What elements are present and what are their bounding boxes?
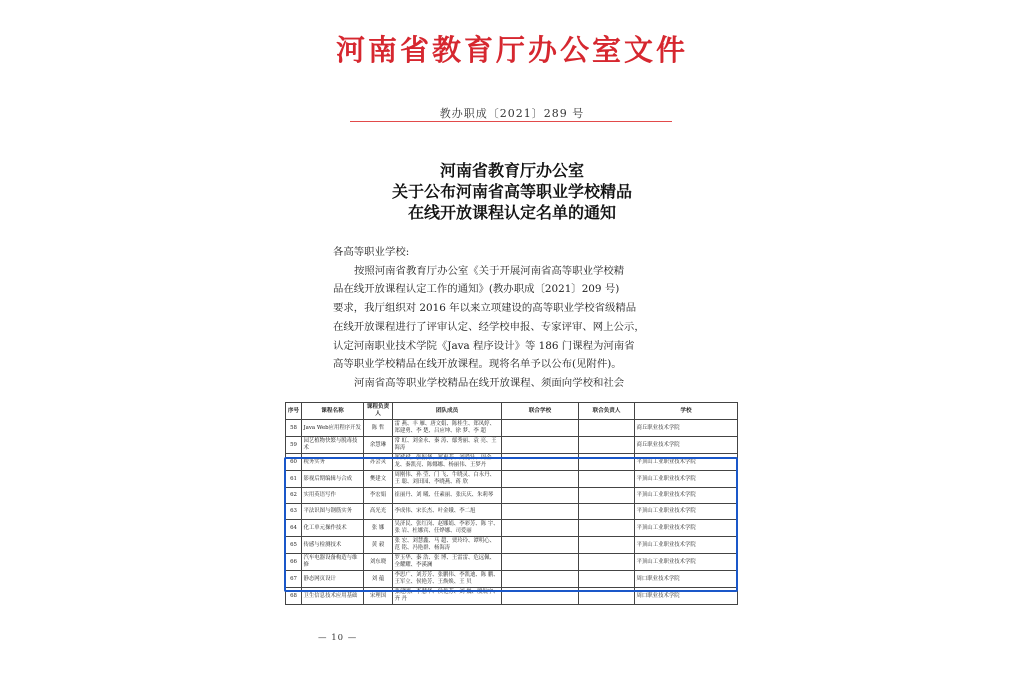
notice-title bbox=[0, 160, 1024, 223]
table-row bbox=[286, 420, 738, 437]
table-row bbox=[286, 437, 738, 454]
paragraph-line: 认定河南职业技术学院《Java 程序设计》等 186 门课程为河南省 bbox=[333, 339, 635, 352]
cell-partner-school bbox=[502, 520, 579, 537]
cell-partner-school bbox=[502, 437, 579, 454]
table-row bbox=[286, 571, 738, 588]
paragraph-line: 按照河南省教育厅办公室《关于开展河南省高等职业学校精 bbox=[354, 264, 625, 277]
cell-team: 崔丽丹、刘 曦、任素丽、张庆庆、朱莉琴 bbox=[393, 488, 502, 504]
cell-course: 卫生信息技术应用基础 bbox=[302, 588, 364, 605]
cell-school: 平顶山工业职业技术学院 bbox=[635, 471, 738, 488]
table-row bbox=[286, 588, 738, 605]
table-row bbox=[286, 520, 738, 537]
cell-course: Java Web应用程序开发 bbox=[302, 420, 364, 437]
cell-partner-school bbox=[502, 537, 579, 554]
cell-partner-school bbox=[502, 571, 579, 588]
cell-course: 化工单元操作技术 bbox=[302, 520, 364, 537]
cell-lead: 樊建文 bbox=[364, 471, 393, 488]
cell-partner-lead bbox=[579, 537, 635, 554]
cell-partner-lead bbox=[579, 571, 635, 588]
cell-lead: 李宏娟 bbox=[364, 488, 393, 504]
cell-no: 66 bbox=[286, 554, 302, 571]
cell-school: 商丘职业技术学院 bbox=[635, 420, 738, 437]
cell-course: 传感与检测技术 bbox=[302, 537, 364, 554]
document-header: 河南省教育厅办公室文件 bbox=[335, 33, 688, 67]
cell-no: 59 bbox=[286, 437, 302, 454]
notice-title-line-2: 关于公布河南省高等职业学校精品 bbox=[391, 182, 632, 201]
cell-no: 62 bbox=[286, 488, 302, 504]
cell-school: 周口职业技术学院 bbox=[635, 588, 738, 605]
cell-course: 园艺植物快繁与脱毒技术 bbox=[302, 437, 364, 454]
table-row bbox=[286, 537, 738, 554]
cell-no: 61 bbox=[286, 471, 302, 488]
cell-partner-school bbox=[502, 420, 579, 437]
document-number: 教办职成〔2021〕289 号 bbox=[439, 107, 585, 120]
cell-team: 雷 燕、丰 雁、唐文娟、陈桂生、郑凤婷、郑建勇、李 楚、吕应坤、徐 梦、李 超 bbox=[393, 420, 502, 437]
cell-team: 常 虹、刘金永、秦 涛、鄢秀丽、袁 亮、王海涛 bbox=[393, 437, 502, 454]
cell-school: 周口职业技术学院 bbox=[635, 571, 738, 588]
cell-school: 平顶山工业职业技术学院 bbox=[635, 520, 738, 537]
header-cell-school: 学校 bbox=[635, 403, 738, 420]
cell-no: 64 bbox=[286, 520, 302, 537]
cell-no: 68 bbox=[286, 588, 302, 605]
cell-partner-lead bbox=[579, 454, 635, 471]
cell-course: 静态网页设计 bbox=[302, 571, 364, 588]
cell-lead: 刘 蕴 bbox=[364, 571, 393, 588]
table-row bbox=[286, 454, 738, 471]
cell-lead: 陈 哲 bbox=[364, 420, 393, 437]
table-header-row bbox=[286, 403, 738, 420]
cell-course: 实用英语写作 bbox=[302, 488, 364, 504]
cell-partner-lead bbox=[579, 520, 635, 537]
cell-course: 影视后期编辑与合成 bbox=[302, 471, 364, 488]
header-cell-no: 序号 bbox=[286, 403, 302, 420]
cell-team: 张 宏、刘慧鑫、马 超、贾玲玲、谭明心、范 铭、冯艳群、杨海涛 bbox=[393, 537, 502, 554]
cell-partner-lead bbox=[579, 504, 635, 520]
paragraph-line: 品在线开放课程认定工作的通知》(教办职成〔2021〕209 号) bbox=[333, 283, 620, 296]
notice-title-line-1: 河南省教育厅办公室 bbox=[439, 161, 584, 180]
paragraph-line: 要求，我厅组织对 2016 年以来立项建设的高等职业学校省级精品 bbox=[333, 302, 637, 315]
cell-course: 汽车电器设备构造与维修 bbox=[302, 554, 364, 571]
cell-partner-lead bbox=[579, 488, 635, 504]
cell-school: 平顶山工业职业技术学院 bbox=[635, 537, 738, 554]
cell-no: 58 bbox=[286, 420, 302, 437]
cell-no: 67 bbox=[286, 571, 302, 588]
cell-team: 李思广、刘芳芳、张鹏伟、李凯迪、陈 鹏、王军立、侯艳芳、王焕焕、王 贝 bbox=[393, 571, 502, 588]
table-row bbox=[286, 488, 738, 504]
page-number: — 10 — bbox=[318, 633, 358, 643]
header-cell-lead: 课程负责人 bbox=[364, 403, 393, 420]
cell-course: 税务实务 bbox=[302, 454, 364, 471]
cell-lead: 苏会灵 bbox=[364, 454, 393, 471]
cell-team: 李成伟、宋长杰、叶金娥、李二旭 bbox=[393, 504, 502, 520]
cell-partner-school bbox=[502, 454, 579, 471]
paragraph-line: 河南省高等职业学校精品在线开放课程、须面向学校和社会 bbox=[354, 376, 625, 389]
cell-school: 平顶山工业职业技术学院 bbox=[635, 554, 738, 571]
header-cell-team: 团队成员 bbox=[393, 403, 502, 420]
cell-lead: 黄 毅 bbox=[364, 537, 393, 554]
cell-team: 吴济民、张红岗、赵娜娟、李彩芳、陈 宇、张 岩、杜娜宾、任烨娜、司爱丽 bbox=[393, 520, 502, 537]
red-divider bbox=[350, 121, 672, 122]
cell-team: 周刚伟、孙 莹、门 飞、牛晓灵、白永丹、王 聪、刘田园、李晓燕、蒋 欣 bbox=[393, 471, 502, 488]
cell-lead: 高光光 bbox=[364, 504, 393, 520]
cell-school: 平顶山工业职业技术学院 bbox=[635, 454, 738, 471]
cell-partner-school bbox=[502, 588, 579, 605]
table-row bbox=[286, 554, 738, 571]
notice-title-line-3: 在线开放课程认定名单的通知 bbox=[407, 203, 616, 222]
table-row bbox=[286, 504, 738, 520]
cell-partner-lead bbox=[579, 437, 635, 454]
cell-lead: 宋理国 bbox=[364, 588, 393, 605]
header-cell-course: 课程名称 bbox=[302, 403, 364, 420]
salutation: 各高等职业学校: bbox=[333, 246, 410, 258]
paragraph-line: 高等职业学校精品在线开放课程。现将名单予以公布(见附件)。 bbox=[333, 358, 622, 371]
course-table bbox=[285, 402, 738, 605]
header-cell-partner-lead: 联合负责人 bbox=[579, 403, 635, 420]
cell-team: 张建刚、李慧华、侯艳芳、刘 巍、殷航宇、齐 丹 bbox=[393, 588, 502, 605]
cell-team: 罗玉华、秦 浩、张 博、王雷雷、危远佩、全耀耀、李溪澜 bbox=[393, 554, 502, 571]
table-row bbox=[286, 471, 738, 488]
cell-lead: 张 娜 bbox=[364, 520, 393, 537]
cell-lead: 刘东晓 bbox=[364, 554, 393, 571]
cell-team: 郑斌斌、张振华、郑惠芳、刘爱针、周金龙、秦凯亮、陈娜娜、杨丽伟、王梦丹 bbox=[393, 454, 502, 471]
cell-no: 60 bbox=[286, 454, 302, 471]
cell-partner-school bbox=[502, 504, 579, 520]
cell-school: 平顶山工业职业技术学院 bbox=[635, 504, 738, 520]
cell-school: 平顶山工业职业技术学院 bbox=[635, 488, 738, 504]
cell-school: 商丘职业技术学院 bbox=[635, 437, 738, 454]
cell-no: 63 bbox=[286, 504, 302, 520]
course-table-wrapper bbox=[285, 402, 737, 605]
cell-no: 65 bbox=[286, 537, 302, 554]
header-cell-partner-school: 联合学校 bbox=[502, 403, 579, 420]
paragraph-line: 在线开放课程进行了评审认定、经学校申报、专家评审、网上公示， bbox=[333, 320, 645, 333]
cell-partner-lead bbox=[579, 554, 635, 571]
cell-partner-school bbox=[502, 471, 579, 488]
cell-partner-lead bbox=[579, 588, 635, 605]
cell-partner-lead bbox=[579, 471, 635, 488]
cell-partner-school bbox=[502, 554, 579, 571]
cell-partner-lead bbox=[579, 420, 635, 437]
cell-lead: 余慧琳 bbox=[364, 437, 393, 454]
cell-course: 平法识图与钢筋实务 bbox=[302, 504, 364, 520]
body-text bbox=[333, 243, 695, 393]
cell-partner-school bbox=[502, 488, 579, 504]
